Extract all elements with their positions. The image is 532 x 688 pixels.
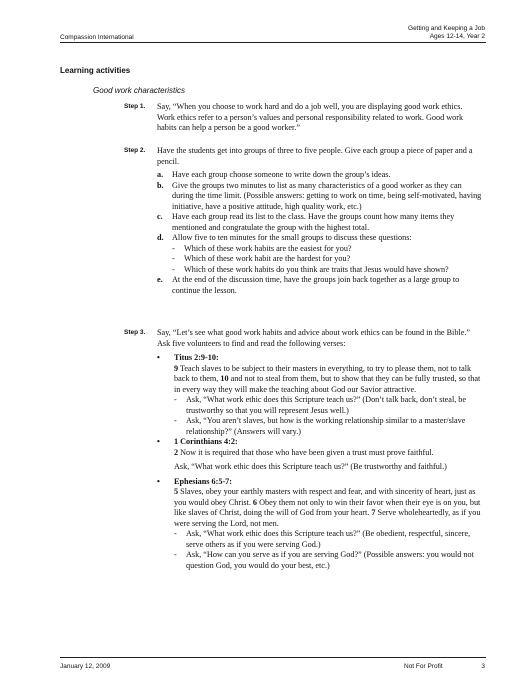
step-2-text: Have the students get into groups of three to five people. Give each group a piece of paper and a pencil. — [157, 146, 473, 166]
question-item: - Ask, “You aren’t slaves, but how is the working relationship similar to a master/slave relationship?” (Answers will vary.) — [174, 416, 482, 437]
list-item — [157, 170, 482, 181]
page-number: 3 — [481, 663, 485, 670]
question-list — [172, 244, 482, 276]
question-item: - Which of these work habits are the easiest for you? — [172, 243, 352, 253]
question-item: - Which of these work habit are the hardest for you? — [172, 254, 351, 263]
list-item — [157, 181, 482, 213]
list-item — [157, 233, 482, 275]
step-2-label: Step 2. — [124, 147, 146, 154]
header-divider — [60, 42, 486, 43]
list-item-text: Give the groups two minutes to list as many characteristics of a good worker as they can during the time limit. (Possible answers: getting to work on time, being self-motivated, having initiative, have a positive attitude, high quality work, etc.) — [172, 180, 482, 211]
verse-ref: 1 Corinthians 4:2 — [174, 437, 235, 446]
list-item-text: Have each group choose someone to write down the group’s ideas. — [172, 170, 391, 179]
list-item-text: Allow five to ten minutes for the small groups to discuss these questions: — [172, 233, 412, 242]
verse-heading: • 1 Corinthians 4:2: — [157, 437, 238, 446]
verse-heading: • Ephesians 6:5-7: — [157, 476, 233, 486]
verse-list — [157, 353, 482, 571]
verse-ref: Titus 2:9-10 — [174, 353, 216, 362]
question-list — [174, 529, 482, 571]
list-item-letter: b. — [157, 180, 164, 190]
section-title: Learning activities — [60, 66, 131, 75]
question-text: Ask, “What work ethic does this Scripture teach us?” (Be obedient, respectful, sincere, serve others as if you were serving God.) — [186, 529, 471, 549]
step-3-text: Say, “Let’s see what good work habits and advice about work ethics can be found in the Bible.” Ask five volunteers to find and read the following verses: — [157, 328, 471, 348]
question-item: - Ask, “How can you serve as if you are serving God?” (Possible answers: you would not question God, you would do your best, etc.) — [174, 550, 482, 571]
verse-text: 9 Teach slaves to be subject to their masters in everything, to try to please them, not to talk back to them, 10 and not to steal from them, but to show that they can be fully trusted, so that in every way they will make the teaching about God our Savior attractive. — [174, 363, 481, 394]
list-item — [157, 275, 482, 296]
list-item-letter: e. — [157, 275, 163, 284]
question-item: - Which of these work habits do you think are traits that Jesus would have shown? — [172, 264, 449, 274]
footer-divider — [60, 657, 486, 658]
header-org: Compassion International — [60, 34, 134, 41]
bullet-icon: • — [157, 437, 160, 446]
header-title — [408, 25, 485, 41]
bullet-icon: • — [157, 476, 160, 486]
verse-heading: • Titus 2:9-10: — [157, 353, 219, 362]
question-item: - Ask, “What work ethic does this Scripture teach us?” (Don’t talk back, don’t steal, be trustworthy so that you will represent Jesus well.) — [174, 395, 482, 416]
list-item — [157, 212, 482, 233]
list-item-text: Have each group read its list to the class. Have the groups count how many items they mentioned and congratulate the group with the highest total. — [172, 212, 455, 232]
question-item: - Ask, “What work ethic does this Scripture teach us?” (Be obedient, respectful, sincere, serve others as if you were serving God.) — [174, 529, 482, 550]
footer-note: Not For Profit — [404, 663, 443, 670]
question-text: Ask, “You aren’t slaves, but how is the working relationship similar to a master/slave relationship?” (Answers will vary.) — [186, 416, 466, 436]
question-list — [174, 395, 482, 437]
bullet-icon: • — [157, 353, 160, 362]
header-title-line2: Ages 12-14, Year 2 — [429, 33, 485, 40]
verse-ref: Ephesians 6:5-7 — [174, 476, 230, 486]
question-text: Which of these work habit are the hardest for you? — [184, 254, 351, 263]
list-item-letter: a. — [157, 170, 164, 179]
question-text: Which of these work habits do you think are traits that Jesus would have shown? — [184, 264, 449, 274]
list-item-letter: c. — [157, 212, 163, 221]
step-1-label: Step 1. — [124, 103, 146, 110]
step-1-text: Say, “When you choose to work hard and do a job well, you are displaying good work ethics. Work ethics refer to a person’s values and personal responsibility related to work. Good work habits can help a person be a good worker.” — [157, 102, 464, 132]
subsection-title: Good work characteristics — [93, 86, 186, 95]
header-title-line1: Getting and Keeping a Job — [408, 25, 485, 32]
step-3-label: Step 3. — [124, 329, 146, 336]
verse-text: 5 Slaves, obey your earthly masters with respect and fear, and with sincerity of heart, just as you would obey Christ. 6 Obey them not only to win their favor when their eye is on you, but like slaves of Christ, doing the will of God from your heart. 7 Serve wholeheartedly, as if you were serving the Lord, not men. — [174, 487, 481, 528]
question-text: Ask, “What work ethic does this Scripture teach us?” (Don’t talk back, don’t steal, be trustworthy so that you will represent Jesus well.) — [186, 395, 467, 415]
list-item-text: At the end of the discussion time, have the groups join back together as a large group to continue the lesson. — [172, 275, 460, 295]
verse-text: 2 Now it is required that those who have been given a trust must prove faithful. — [174, 447, 434, 457]
step-2-list — [157, 170, 482, 296]
question-text: Ask, “What work ethic does this Scripture teach us?” (Be trustworthy and faithful.) — [174, 462, 447, 471]
footer-date: January 12, 2009 — [60, 663, 111, 670]
question-text: Ask, “How can you serve as if you are serving God?” (Possible answers: you would not question God, you would do your best, etc.) — [186, 550, 474, 570]
question-text: Which of these work habits are the easiest for you? — [184, 243, 352, 253]
list-item-letter: d. — [157, 233, 164, 242]
